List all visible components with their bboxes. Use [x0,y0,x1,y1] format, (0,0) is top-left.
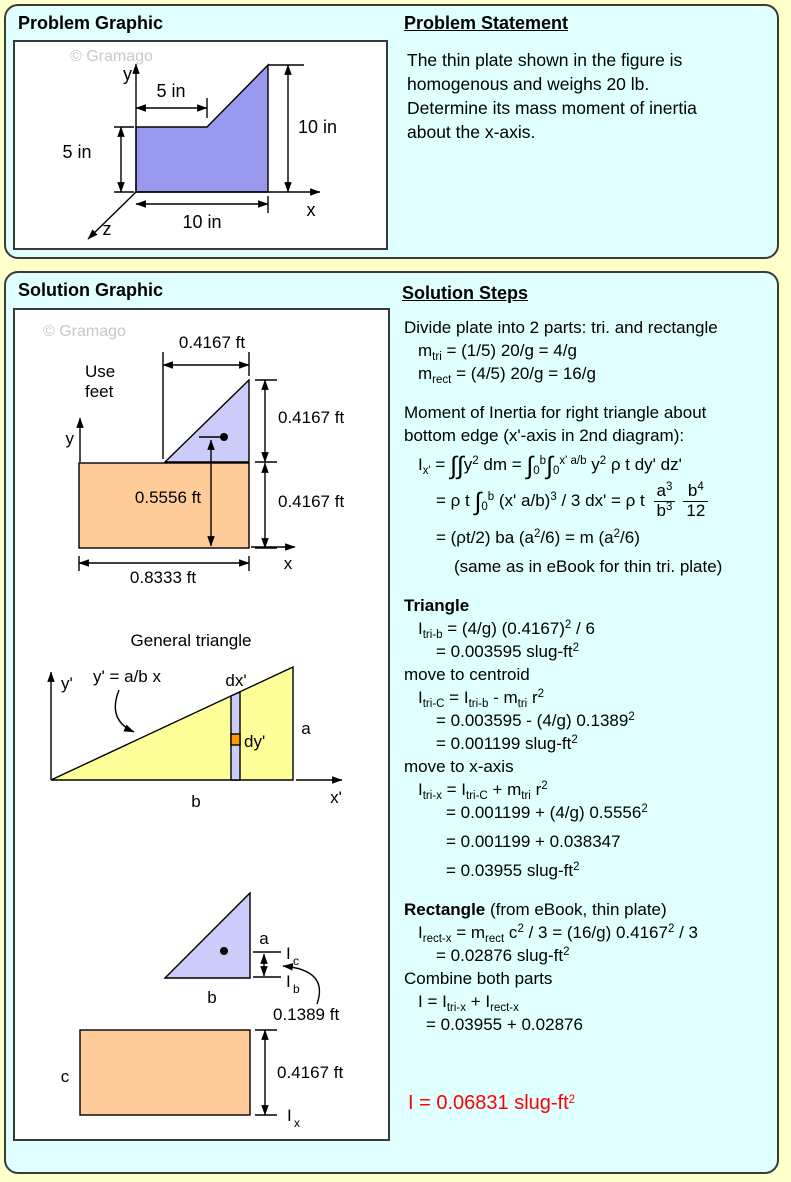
z-axis [88,192,136,239]
dim-right-top-label: 0.4167 ft [278,408,345,427]
side-c-label: c [60,1067,70,1086]
general-triangle-shape [51,667,293,780]
offset-dim-label: 0.1389 ft [273,1005,340,1024]
solution-step-line: = 0.03955 slug-$ft^2$ [446,861,580,881]
solution-diagrams [15,310,388,1139]
solution-step-line: Triangle [404,596,470,616]
centroid-offset-dim [253,952,281,977]
solution-step-line: = 0.03955 + 0.02876 [426,1015,583,1035]
element-dy-shape [231,734,240,745]
side-a-label: a [259,929,269,948]
solution-step-line: $m_{rect} = (4/5) 20/g = 16/g$ [418,364,596,386]
problem-statement-title: Problem Statement [404,13,569,33]
solution-step-line: Moment of Inertia for right triangle about [404,403,707,422]
hypotenuse-equation: y' = a/b x [93,667,161,686]
solution-step-line: bottom edge (x'-axis in 2nd diagram): [404,426,685,445]
centroid-dot [220,947,228,955]
problem-statement-text [404,48,776,144]
solution-step-line: $I_{rect-x} = m_{rect}$ $c^2 / 3 = (16/g)$ 0.4167$^2$ / 3 [418,923,699,946]
solution-step-line: $I_{tri-b} = (4/g)$ $(0.4167)^2 / 6$ [418,619,595,642]
plate-feet-diagram [66,333,345,587]
solution-steps-title: Solution Steps [402,283,528,303]
dim-bottom-label: 0.8333 ft [129,568,197,587]
solution-step-line: $I = I_{tri-x} + I_{rect-x}$ [418,992,519,1015]
use-feet-note: Use [85,362,116,381]
dim-top-label: 5 in [156,81,186,101]
y-axis [123,64,136,192]
statement-line: Determine its mass moment of inertia [407,98,697,118]
problem-panel [4,4,779,259]
solution-step-line: = 0.003595 slug-$ft^2$ [436,642,579,662]
Ib-label [286,972,300,996]
y-prime-label: y' [61,674,73,693]
x-axis [251,547,295,573]
solution-step-line: Divide plate into 2 parts: tri. and rectangle [404,318,718,337]
dx-label: dx' [225,671,247,690]
y-axis [66,418,81,462]
x-prime-label: x' [330,788,342,807]
triangle-part-shape [165,380,249,462]
svg-text:x: x [294,1116,300,1130]
solution-step-line: move to centroid [404,665,530,685]
solution-step-line: Combine both parts [404,969,553,989]
dim-top [136,81,207,118]
x-axis-label: x [283,554,293,573]
equation-pointer-arrow [115,690,134,732]
final-result: I = 0.06831 slug-$ft^2$ [408,1092,576,1115]
dim-bottom [79,556,249,587]
rect-dim-label: 0.4167 ft [277,1063,344,1082]
solution-step-line: = (ρt/2) ba $(a^2/6) = m$ $(a^2/6)$ [436,528,640,548]
y-axis-label: y [123,64,132,84]
solution-step-line: $I_{tri-x} = I_{tri-C} + m_{tri}$ $r^2$ [418,780,548,803]
dim-right-bottom-label: 0.4167 ft [278,492,345,511]
solution-panel [4,271,779,1174]
solution-step-line: $I_{x'} = \int\int y^2$ dm = $\int_0^b\int_0^{x' a/b}$ $y^2$ ρ t dy' dz' [418,452,682,480]
problem-graphic-box [13,40,388,250]
dim-right-label: 10 in [298,117,338,137]
dim-bottom-label: 10 in [182,212,222,232]
statement-line: The thin plate shown in the figure is [407,50,683,70]
Ic-label [286,944,299,968]
axis-shift-diagram [61,893,344,1130]
y-axis-label: y [65,429,74,448]
z-axis-label: z [102,219,112,239]
solution-step-line: = 0.02876 slug-$ft^2$ [436,946,570,966]
rect-height-dim [255,1030,343,1115]
svg-text:I: I [286,972,291,991]
solution-step-line: (same as in eBook for thin tri. plate) [454,557,723,577]
use-feet-note: feet [85,382,114,401]
statement-line: about the x-axis. [407,122,536,142]
svg-text:c: c [293,954,299,968]
problem-diagram [15,42,386,248]
general-triangle-diagram [51,631,342,811]
y-prime-axis [51,672,73,780]
solution-steps [402,283,780,1115]
solution-step-line: $m_{tri} = (1/5) 20/g = 4/g$ [418,341,577,363]
rectangle-shape [80,1030,250,1115]
centroid-dot [220,433,228,441]
x-axis-label: x [306,200,316,220]
dim-left-label: 5 in [62,142,92,162]
side-a-label: a [301,719,311,738]
dy-label: dy' [244,732,266,751]
problem-statement [404,13,776,144]
dim-right-bottom [255,463,344,548]
dim-right [268,65,337,192]
solution-step-line: = 0.001199 + 0.038347 [446,832,621,852]
svg-text:b: b [293,982,300,996]
x-prime-axis [296,780,342,807]
solution-step-line: move to x-axis [404,757,514,777]
svg-text:I: I [287,1106,292,1125]
triangle-shape [165,893,250,978]
watermark: © Gramago [43,323,126,340]
solution-graphic-title: Solution Graphic [18,280,164,300]
dim-left [62,127,134,192]
side-b-label: b [207,988,217,1007]
solution-step-line: $I_{tri-C} = I_{tri-b} - m_{tri}$ $r^2$ [418,688,545,711]
dim-bottom [136,196,268,232]
watermark: © Gramago [70,48,153,65]
statement-line: homogenous and weighs 20 lb. [407,74,650,94]
solution-step-line: Rectangle (from eBook, thin plate) [404,900,667,920]
solution-step-line: = 0.001199 slug-$ft^2$ [436,734,578,754]
dim-top-label: 0.4167 ft [178,333,246,352]
x-axis [136,192,320,220]
solution-step-line: = ρ t $\int_0^b$ (x' a/b)$^3$ / 3 dx' = ρ t $\frac{a^3}{b^3}$ $\frac{b^4}{12}$ [402,482,780,520]
solution-graphic-box [13,308,390,1141]
diagram-title: General triangle [130,631,252,650]
dim-centroid-label: 0.5556 ft [134,488,202,507]
solution-steps-list [402,316,780,1036]
Ix-label [287,1106,300,1130]
solution-step-line: = 0.001199 + (4/g) 0.5556$^2$ [446,803,648,823]
problem-graphic-title: Problem Graphic [18,13,164,33]
svg-text:I: I [286,944,291,963]
dim-right-top [255,380,344,462]
side-b-label: b [191,792,201,811]
solution-step-line: = 0.003595 - (4/g) 0.1389$^2$ [436,711,635,731]
